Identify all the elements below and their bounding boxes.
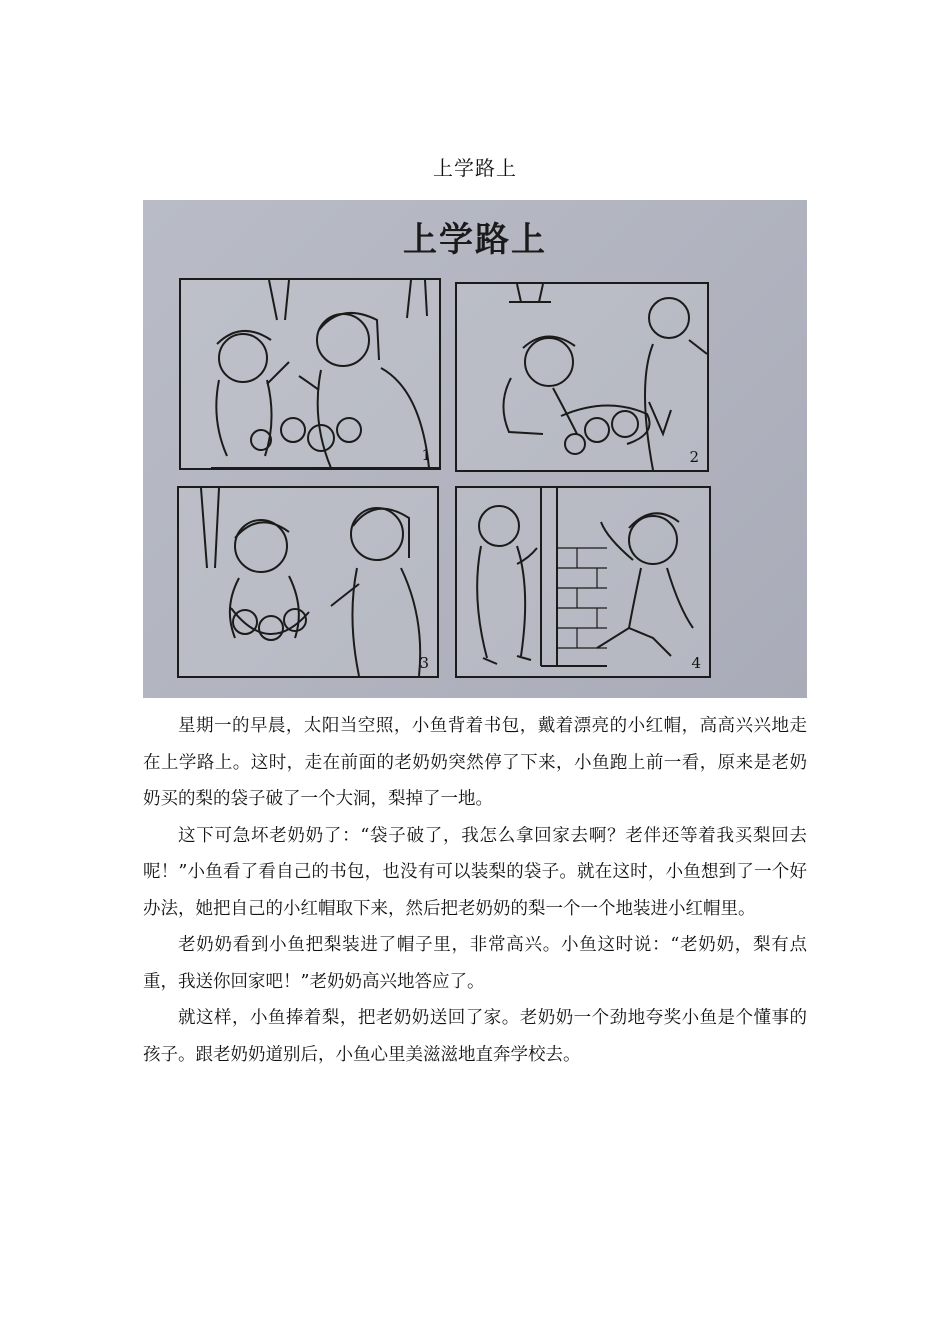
comic-panel-3 bbox=[177, 486, 439, 678]
document-title: 上学路上 bbox=[433, 156, 517, 180]
story-paragraph: 老奶奶看到小鱼把梨装进了帽子里，非常高兴。小鱼这时说：“老奶奶，梨有点重，我送你回家吧！”老奶奶高兴地答应了。 bbox=[143, 935, 807, 992]
panel-1-drawing bbox=[181, 280, 439, 468]
panel-number: 2 bbox=[689, 448, 699, 466]
comic-panel-1 bbox=[179, 278, 441, 470]
comic-panel-4 bbox=[455, 486, 711, 678]
comic-panel-2 bbox=[455, 282, 709, 472]
panel-number: 3 bbox=[419, 654, 429, 672]
story-paragraph: 就这样，小鱼捧着梨，把老奶奶送回了家。老奶奶一个劲地夸奖小鱼是个懂事的孩子。跟老奶奶道别后，小鱼心里美滋滋地直奔学校去。 bbox=[143, 1008, 807, 1065]
panel-number: 4 bbox=[691, 654, 701, 672]
comic-heading: 上学路上 bbox=[403, 220, 547, 260]
panel-2-drawing bbox=[457, 284, 707, 470]
panel-4-drawing bbox=[457, 488, 709, 676]
story-paragraph: 星期一的早晨，太阳当空照，小鱼背着书包，戴着漂亮的小红帽，高高兴兴地走在上学路上。这时，走在前面的老奶奶突然停了下来，小鱼跑上前一看，原来是老奶奶买的梨的袋子破了一个大洞，梨掉了一地。 bbox=[143, 716, 807, 809]
panel-3-drawing bbox=[179, 488, 437, 676]
story-paragraph: 这下可急坏老奶奶了：“袋子破了，我怎么拿回家去啊？老伴还等着我买梨回去呢！”小鱼看了看自己的书包，也没有可以装梨的袋子。就在这时，小鱼想到了一个好办法，她把自己的小红帽取下来，然后把老奶奶的梨一个一个地装进小红帽里。 bbox=[143, 825, 807, 919]
story-text bbox=[143, 708, 807, 1073]
comic-photo bbox=[143, 200, 807, 698]
panel-number: 1 bbox=[421, 446, 431, 464]
